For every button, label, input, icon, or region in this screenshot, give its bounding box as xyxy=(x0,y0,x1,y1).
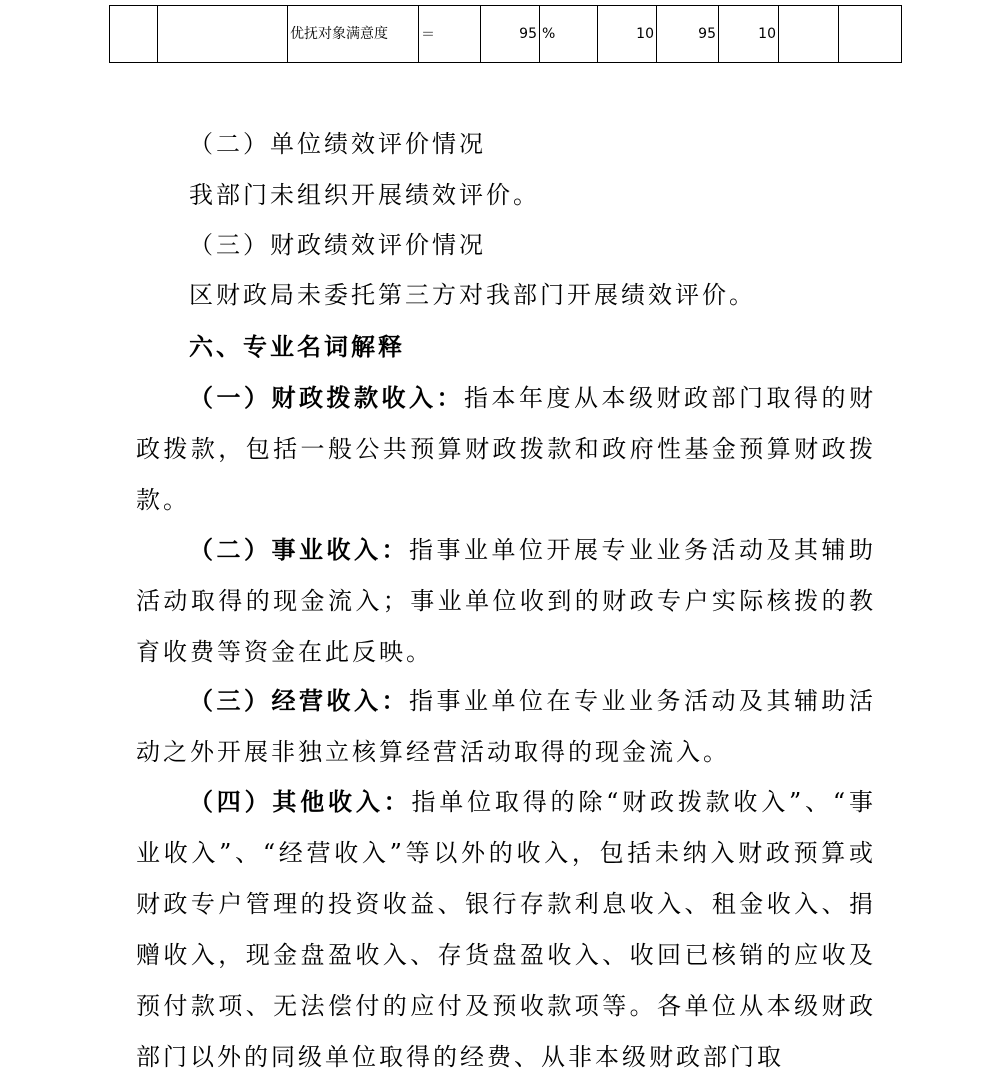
unit-eval-heading: （二）单位绩效评价情况 xyxy=(189,130,486,158)
term-definition: 指事业单位在专业业务活动及其辅助活动之外开展非独立核算经营活动取得的现金流入。 xyxy=(136,687,876,766)
indicator-name-cell: 优抚对象满意度 xyxy=(288,6,419,63)
term-fiscal-appropriation xyxy=(136,372,876,526)
term-label: （二）事业收入： xyxy=(189,535,409,564)
table-cell-blank-1 xyxy=(110,6,158,63)
finance-eval-text: 区财政局未委托第三方对我部门开展绩效评价。 xyxy=(189,281,756,309)
term-definition: 指事业单位开展专业业务活动及其辅助活动取得的现金流入；事业单位收到的财政专户实际核拨的教育收费等资金在此反映。 xyxy=(136,536,876,666)
unit-eval-text: 我部门未组织开展绩效评价。 xyxy=(189,181,540,209)
operator-cell: ＝ xyxy=(419,6,481,63)
performance-indicator-table xyxy=(109,5,902,63)
glossary-heading: 六、专业名词解释 xyxy=(189,332,405,361)
term-label: （四）其他收入： xyxy=(189,787,412,816)
term-definition: 指单位取得的除“财政拨款收入”、“事业收入”、“经营收入”等以外的收入，包括未纳入财政预算或财政专户管理的投资收益、银行存款利息收入、租金收入、捐赠收入，现金盘盈收入、存货盘盈收入、收回已核销的应收及预付款项、无法偿付的应付及预收款项等。各单位从本级财政部门以外的同级单位取得的经费、从非本级财政部门取 xyxy=(136,788,877,1071)
term-other-income xyxy=(136,776,876,1083)
table-cell-blank-10 xyxy=(779,6,839,63)
term-definition: 指本年度从本级财政部门取得的财政拨款，包括一般公共预算财政拨款和政府性基金预算财政拨款。 xyxy=(136,384,876,514)
finance-eval-heading: （三）财政绩效评价情况 xyxy=(189,231,486,259)
table-row xyxy=(110,6,902,63)
unit-cell: % xyxy=(540,6,598,63)
term-label: （三）经营收入： xyxy=(189,686,409,715)
term-operating-income xyxy=(136,675,876,778)
term-label: （一）财政拨款收入： xyxy=(189,383,464,412)
table-cell-blank-11 xyxy=(839,6,902,63)
target-value-cell: 95 xyxy=(481,6,540,63)
score-cell: 10 xyxy=(719,6,779,63)
weight-cell: 10 xyxy=(598,6,657,63)
actual-value-cell: 95 xyxy=(657,6,719,63)
table-cell-blank-2 xyxy=(158,6,288,63)
term-business-income xyxy=(136,524,876,678)
